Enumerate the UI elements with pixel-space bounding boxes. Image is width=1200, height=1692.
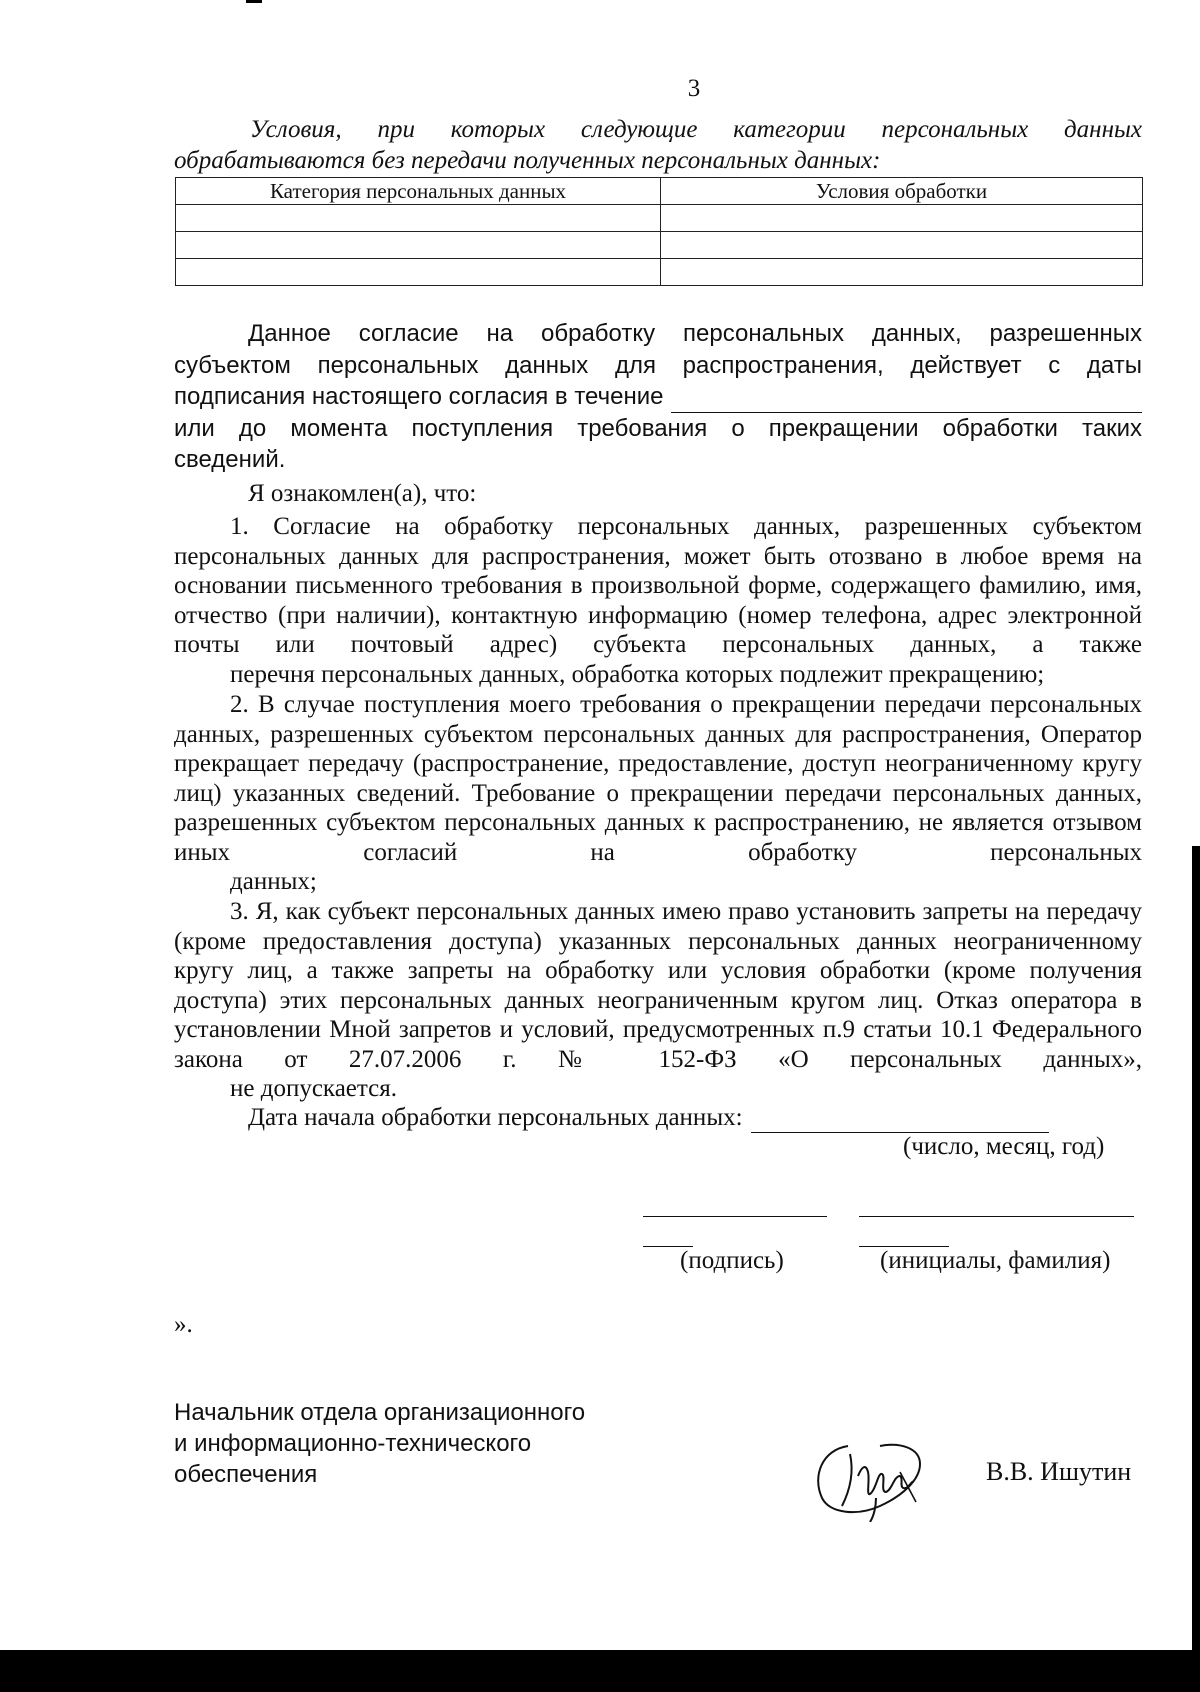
consent-line: или до момента поступления требования о прекращении обработки таких xyxy=(174,414,1142,442)
processing-start-label: Дата начала обработки персональных данных: xyxy=(248,1104,743,1131)
table-cell-category xyxy=(176,205,661,232)
acknowledgement-item-1 xyxy=(174,512,1142,689)
acknowledgement-item-2 xyxy=(174,690,1142,897)
handwritten-signature xyxy=(810,1436,930,1522)
table-cell-category xyxy=(176,259,661,286)
signature-line xyxy=(643,1216,827,1217)
signature-caption: (подпись) xyxy=(680,1247,784,1274)
item-text: 3. Я, как субъект персональных данных имею право установить запреты на передачу (кроме предоставления доступа) указанных персональных данных неограниченному кругу лиц, а также запреты на обработку или условия обработки (кроме получения доступа) этих персональных данных неограниченным кругом лиц. Отказ оператора в установлении Мной запретов и условий, предусмотренных п.9 статьи 10.1 Федерального закона от 27.07.2006 г. № 152-ФЗ «О персональных данных», xyxy=(174,898,1142,1073)
item-text: 2. В случае поступления моего требования о прекращении передачи персональных данных, разрешенных субъектом персональных данных для распространения, Оператор прекращает передачу (распространение, предоставление, доступ неограниченному кругу лиц) указанных сведений. Требование о прекращении передачи персональных данных, разрешенных субъектом персональных данных к распространению, не является отзывом иных согласий на обработку персональных xyxy=(174,691,1142,866)
table-row xyxy=(176,259,1143,286)
table-cell-conditions xyxy=(661,259,1143,286)
name-line xyxy=(859,1216,1134,1217)
position-line: Начальник отдела организационного xyxy=(174,1399,586,1426)
date-blank-field xyxy=(751,1106,1049,1133)
signer-position xyxy=(174,1397,585,1490)
table-header-row xyxy=(176,178,1143,205)
closing-quote: ». xyxy=(174,1311,193,1338)
scan-edge-bottom xyxy=(0,1650,1200,1692)
table-cell-category xyxy=(176,232,661,259)
column-header-conditions: Условия обработки xyxy=(661,178,1143,205)
item-text-last-line: перечня персональных данных, обработка которых подлежит прекращению; xyxy=(230,660,1045,688)
scan-mark-top xyxy=(246,0,262,3)
table-cell-conditions xyxy=(661,205,1143,232)
acknowledgement-item-3 xyxy=(174,897,1142,1104)
table-cell-conditions xyxy=(661,232,1143,259)
consent-line: Данное согласие на обработку персональных данных, разрешенных xyxy=(248,320,1142,347)
conditions-heading: Условия, при которых следующие категории персональных данных обрабатываются без передачи полученных персональных данных: xyxy=(174,116,1142,174)
table-row xyxy=(176,205,1143,232)
page-number: 3 xyxy=(687,75,701,102)
item-text-last-line: данных; xyxy=(230,868,317,895)
consent-term-line xyxy=(174,381,1142,413)
position-line: и информационно-технического xyxy=(174,1430,532,1457)
consent-line: подписания настоящего согласия в течение xyxy=(174,383,664,410)
acknowledgement-intro: Я ознакомлен(а), что: xyxy=(248,480,477,507)
table-row xyxy=(176,232,1143,259)
position-line: обеспечения xyxy=(174,1461,318,1488)
date-caption: (число, месяц, год) xyxy=(903,1133,1105,1160)
column-header-category: Категория персональных данных xyxy=(176,178,661,205)
item-text: 1. Согласие на обработку персональных данных, разрешенных субъектом персональных данных для распространения, может быть отозвано в любое время на основании письменного требования в произвольной форме, содержащего фамилию, имя, отчество (при наличии), контактную информацию (номер телефона, адрес электронной почты или почтовый адрес) субъекта персональных данных, а также xyxy=(174,513,1142,658)
processing-start-date xyxy=(248,1103,1049,1133)
item-text-last-line: не допускается. xyxy=(230,1075,397,1102)
consent-line: субъектом персональных данных для распространения, действует с даты xyxy=(174,351,1142,379)
consent-line: сведений. xyxy=(174,446,286,473)
term-blank-field xyxy=(671,388,1142,413)
signer-name: В.В. Ишутин xyxy=(986,1457,1132,1486)
conditions-table xyxy=(175,177,1143,286)
scan-edge-right xyxy=(1192,846,1200,1650)
name-caption: (инициалы, фамилия) xyxy=(880,1247,1111,1274)
consent-validity-paragraph xyxy=(174,318,1142,476)
